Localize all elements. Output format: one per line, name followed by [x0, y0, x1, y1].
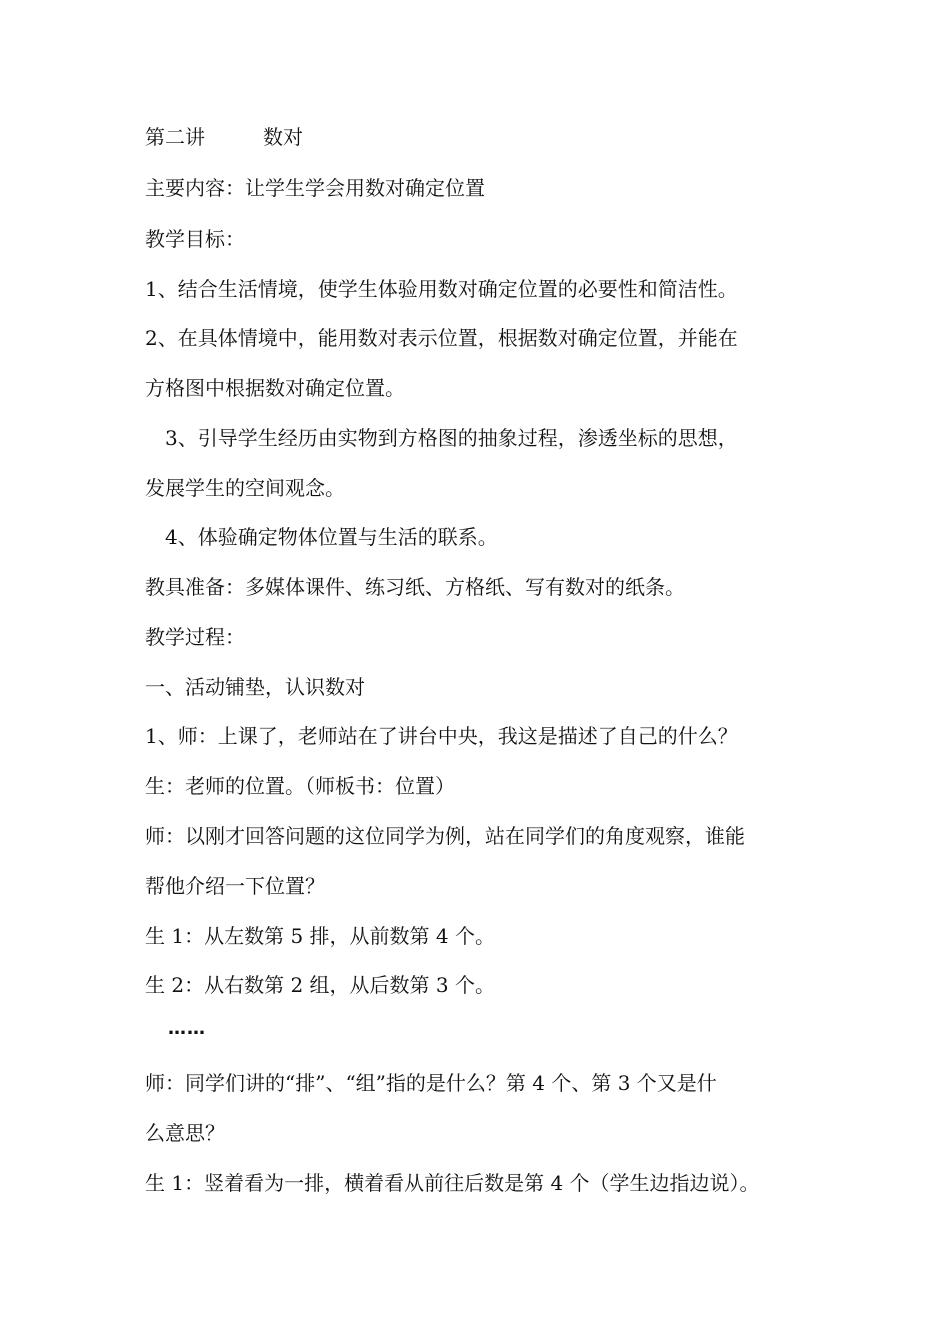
objective-3-line-2: 发展学生的空间观念。	[145, 476, 345, 500]
teacher-line-1: 1、师：上课了，老师站在了讲台中央，我这是描述了自己的什么？	[145, 724, 738, 748]
section-1-heading: 一、活动铺垫，认识数对	[145, 675, 365, 699]
objective-2-line-1: 2、在具体情境中，能用数对表示位置，根据数对确定位置，并能在	[145, 326, 738, 350]
teacher-line-3a: 师：同学们讲的“排”、“组”指的是什么？第 4 个、第 3 个又是什	[145, 1071, 717, 1095]
lecture-number: 第二讲	[145, 125, 205, 149]
lecture-topic: 数对	[263, 125, 303, 149]
student-line-1: 生：老师的位置。（师板书：位置）	[145, 774, 455, 798]
objective-4: 4、体验确定物体位置与生活的联系。	[165, 525, 498, 549]
objectives-heading: 教学目标：	[145, 227, 245, 251]
teacher-line-2a: 师：以刚才回答问题的这位同学为例，站在同学们的角度观察，谁能	[145, 824, 745, 848]
ellipsis: ……	[168, 1018, 206, 1039]
objective-3-line-1: 3、引导学生经历由实物到方格图的抽象过程，渗透坐标的思想，	[165, 426, 738, 450]
student-line-2: 生 1：从左数第 5 排，从前数第 4 个。	[145, 924, 495, 948]
student-line-4: 生 1：竖着看为一排，横着看从前往后数是第 4 个（学生边指边说）。	[145, 1171, 760, 1195]
objective-1: 1、结合生活情境，使学生体验用数对确定位置的必要性和简洁性。	[145, 277, 738, 301]
materials-line: 教具准备：多媒体课件、练习纸、方格纸、写有数对的纸条。	[145, 575, 685, 599]
objective-2-line-2: 方格图中根据数对确定位置。	[145, 376, 405, 400]
process-heading: 教学过程：	[145, 625, 245, 649]
teacher-line-3b: 么意思？	[145, 1121, 225, 1145]
lecture-title	[145, 124, 825, 150]
student-line-3: 生 2：从右数第 2 组，从后数第 3 个。	[145, 973, 495, 997]
main-content-line: 主要内容：让学生学会用数对确定位置	[145, 176, 485, 200]
teacher-line-2b: 帮他介绍一下位置？	[145, 874, 325, 898]
